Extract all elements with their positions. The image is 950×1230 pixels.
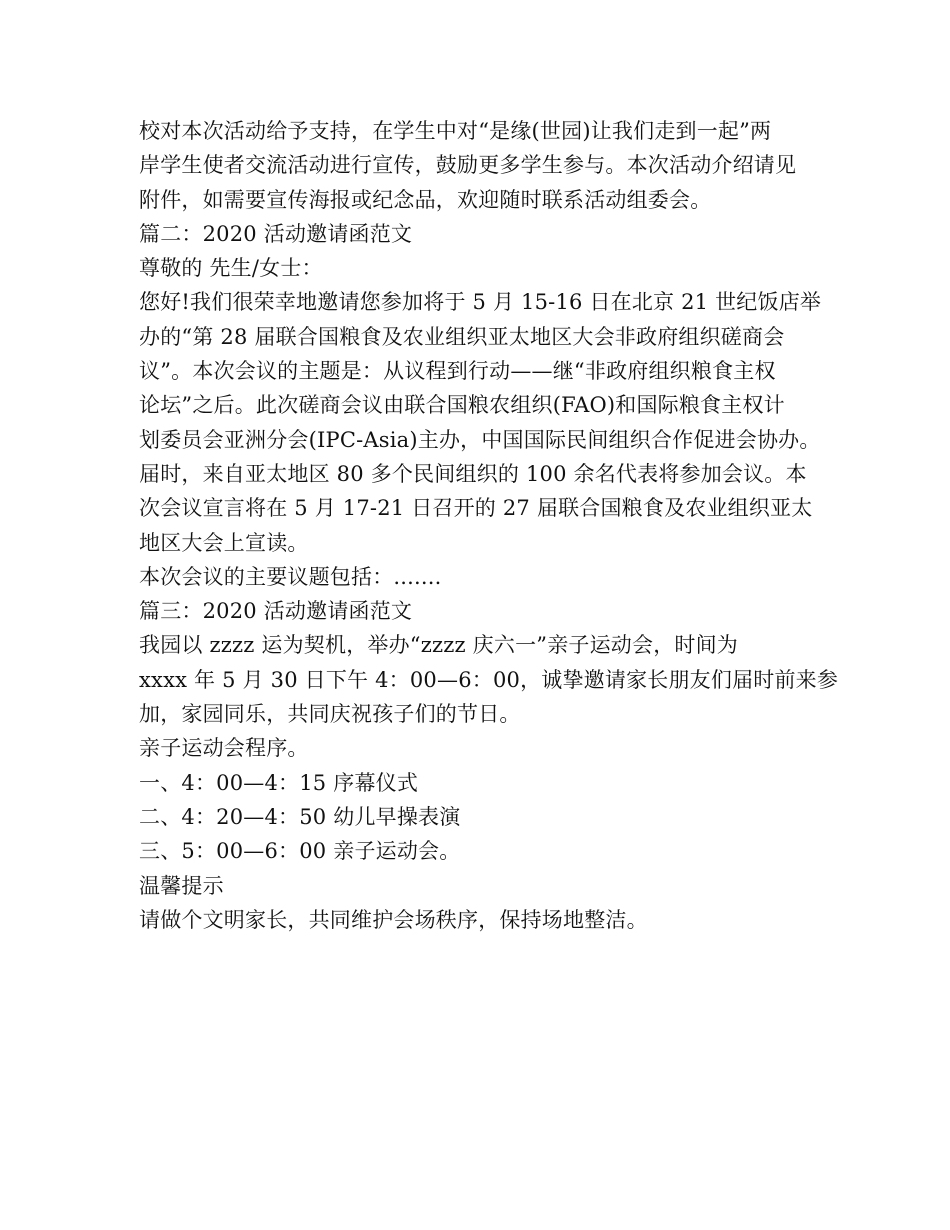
program-item: 二、4：20—4：50 幼儿早操表演: [139, 804, 461, 829]
paragraph-line: 加，家园同乐，共同庆祝孩子们的节日。: [139, 702, 521, 727]
program-heading: 亲子运动会程序。: [139, 736, 309, 761]
paragraph-line: 划委员会亚洲分会(IPC-Asia)主办，中国国际民间组织合作促进会协办。: [139, 427, 821, 452]
program-item: 一、4：00—4：15 序幕仪式: [139, 770, 419, 795]
section-heading: 篇二：2020 活动邀请函范文: [139, 221, 413, 246]
paragraph-line: 岸学生使者交流活动进行宣传，鼓励更多学生参与。本次活动介绍请见: [139, 153, 797, 178]
section-heading: 篇三：2020 活动邀请函范文: [139, 599, 413, 624]
salutation-line: 尊敬的 先生/女士：: [139, 256, 323, 281]
paragraph-line: 本次会议的主要议题包括：.......: [139, 564, 442, 589]
paragraph-line: 您好!我们很荣幸地邀请您参加将于 5 月 15-16 日在北京 21 世纪饭店举: [139, 290, 822, 315]
paragraph-line: 请做个文明家长，共同维护会场秩序，保持场地整洁。: [139, 907, 648, 932]
paragraph-line: 届时，来自亚太地区 80 多个民间组织的 100 余名代表将参加会议。本: [139, 461, 807, 486]
document-body: [139, 114, 839, 937]
paragraph-line: 我园以 zzzz 运为契机，举办“zzzz 庆六一”亲子运动会，时间为: [139, 633, 739, 658]
program-item: 三、5：00—6：00 亲子运动会。: [139, 839, 461, 864]
tips-heading: 温馨提示: [139, 873, 224, 898]
paragraph-line: 校对本次活动给予支持，在学生中对“是缘(世园)让我们走到一起”两: [139, 119, 772, 143]
paragraph-line: 附件，如需要宣传海报或纪念品，欢迎随时联系活动组委会。: [139, 187, 712, 212]
paragraph-line: 地区大会上宣读。: [139, 530, 309, 555]
paragraph-line: 次会议宣言将在 5 月 17-21 日召开的 27 届联合国粮食及农业组织亚太: [139, 496, 813, 521]
paragraph-line: 议”。本次会议的主题是：从议程到行动——继“非政府组织粮食主权: [139, 359, 776, 384]
paragraph-line: 论坛”之后。此次磋商会议由联合国粮农组织(FAO)和国际粮食主权计: [139, 393, 785, 418]
paragraph-line: xxxx 年 5 月 30 日下午 4：00—6：00，诚挚邀请家长朋友们届时前来参: [139, 667, 839, 692]
paragraph-line: 办的“第 28 届联合国粮食及农业组织亚太地区大会非政府组织磋商会: [139, 324, 785, 349]
